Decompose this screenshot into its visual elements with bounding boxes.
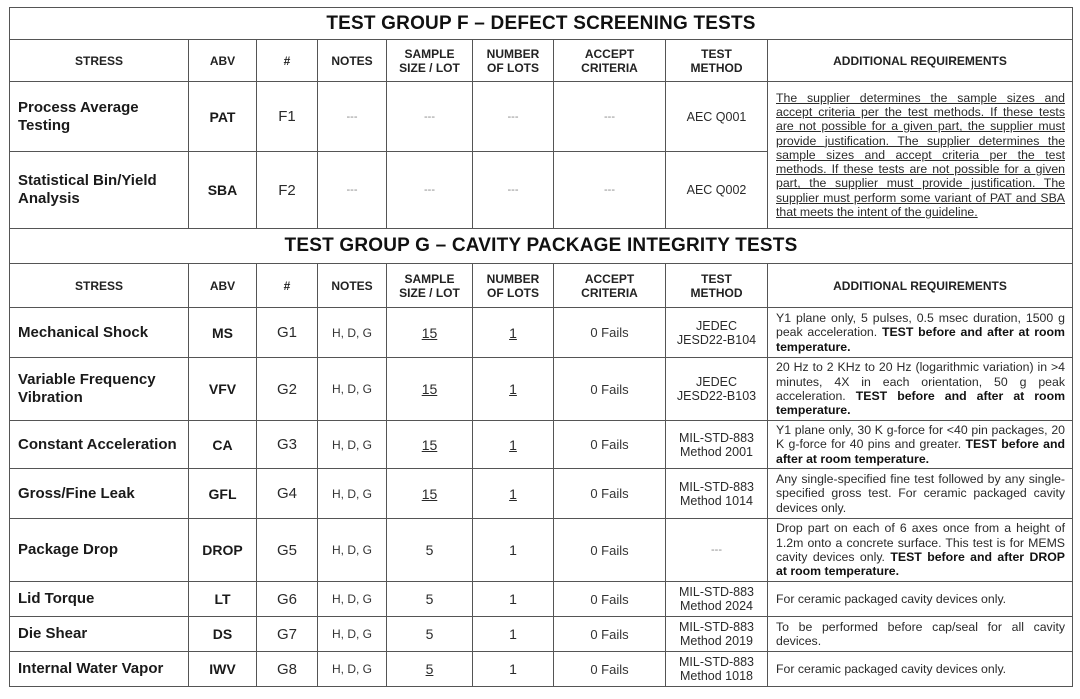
test-number-cell: G6: [257, 582, 318, 617]
number-of-lots-cell: [473, 358, 554, 421]
stress-cell: Internal Water Vapor: [10, 652, 189, 687]
test-method-cell: [666, 358, 768, 421]
stress-cell: Variable Frequency Vibration: [10, 358, 189, 421]
method-line: MIL-STD-883: [678, 430, 755, 445]
test-method-cell: AEC Q002: [666, 152, 768, 229]
header-line: OF LOTS: [487, 285, 539, 300]
number-of-lots-value: 1: [509, 661, 517, 677]
test-number-cell: G8: [257, 652, 318, 687]
group-g-title-row: [10, 229, 1073, 264]
test-method-cell: [666, 652, 768, 687]
requirement-text: For ceramic packaged cavity devices only.: [776, 591, 1007, 606]
header-line: OF LOTS: [487, 60, 539, 75]
notes-cell: H, D, G: [318, 421, 387, 469]
requirement-text: 20 Hz to 2 KHz to 20 Hz (logarithmic variation) in >4 minutes, 4X in each orientation, 50 g peak acceleration.: [776, 360, 1066, 403]
requirement-text: For ceramic packaged cavity devices only.: [776, 661, 1007, 676]
method-line: JEDEC: [696, 375, 737, 389]
abv-cell: DS: [189, 617, 257, 652]
additional-requirements-cell: [768, 582, 1073, 617]
test-number-cell: G5: [257, 519, 318, 582]
test-method-cell: [666, 308, 768, 358]
abv-cell: SBA: [189, 152, 257, 229]
header-line: TEST: [701, 271, 732, 286]
header-line: ACCEPT: [584, 46, 635, 61]
col-header-notes: NOTES: [318, 264, 387, 308]
number-of-lots-value: 1: [509, 542, 517, 558]
sample-size-value: 5: [425, 542, 434, 558]
col-header-number-of-lots: [473, 40, 554, 82]
table-row: [10, 617, 1073, 652]
sample-size-cell: [387, 421, 473, 469]
method-line: Method 2001: [680, 444, 753, 459]
requirement-emphasis: TEST before and after at room temperature.: [776, 389, 1066, 418]
col-header-abv: ABV: [189, 40, 257, 82]
col-header-number: #: [257, 40, 318, 82]
col-header-additional-requirements: ADDITIONAL REQUIREMENTS: [768, 40, 1073, 82]
abv-cell: GFL: [189, 469, 257, 519]
stress-cell: Mechanical Shock: [10, 308, 189, 358]
method-line: ---: [711, 544, 722, 556]
sample-size-value: 5: [425, 626, 434, 642]
col-header-number-of-lots: [473, 264, 554, 308]
table-row: [10, 308, 1073, 358]
number-of-lots-value: 1: [509, 324, 517, 341]
test-method-cell: [666, 617, 768, 652]
number-of-lots-cell: [473, 519, 554, 582]
requirement-text: Any single-specified fine test followed by any single-specified gross test. For ceramic packaged cavity devices only.: [776, 472, 1066, 515]
sample-size-cell: ---: [387, 82, 473, 152]
stress-cell: Process Average Testing: [10, 82, 189, 152]
col-header-additional-requirements: ADDITIONAL REQUIREMENTS: [768, 264, 1073, 308]
header-line: SAMPLE: [404, 271, 455, 286]
group-f-header-row: [10, 40, 1073, 82]
col-header-number: #: [257, 264, 318, 308]
accept-criteria-cell: 0 Fails: [554, 652, 666, 687]
sample-size-cell: [387, 519, 473, 582]
test-number-cell: F1: [257, 82, 318, 152]
accept-criteria-cell: 0 Fails: [554, 582, 666, 617]
notes-cell: H, D, G: [318, 308, 387, 358]
test-number-cell: G1: [257, 308, 318, 358]
test-method-cell: [666, 469, 768, 519]
abv-cell: PAT: [189, 82, 257, 152]
requirement-emphasis: TEST before and after at room temperature.: [776, 325, 1065, 354]
notes-cell: ---: [318, 82, 387, 152]
header-line: CRITERIA: [581, 60, 638, 75]
abv-cell: DROP: [189, 519, 257, 582]
number-of-lots-value: 1: [509, 436, 517, 453]
method-line: JESD22-B103: [676, 389, 757, 403]
sample-size-cell: [387, 582, 473, 617]
method-line: Method 1014: [680, 493, 753, 508]
stress-cell: Constant Acceleration: [10, 421, 189, 469]
number-of-lots-cell: ---: [473, 152, 554, 229]
test-method-cell: [666, 519, 768, 582]
sample-size-cell: [387, 617, 473, 652]
notes-cell: H, D, G: [318, 582, 387, 617]
stress-cell: Lid Torque: [10, 582, 189, 617]
abv-cell: VFV: [189, 358, 257, 421]
accept-criteria-cell: 0 Fails: [554, 358, 666, 421]
method-line: MIL-STD-883: [678, 620, 755, 634]
group-f-title-row: [10, 8, 1073, 40]
col-header-stress: STRESS: [10, 40, 189, 82]
method-line: Method 2019: [680, 634, 753, 648]
notes-cell: ---: [318, 152, 387, 229]
method-line: JEDEC: [696, 318, 737, 333]
accept-criteria-cell: 0 Fails: [554, 308, 666, 358]
additional-requirements-cell: [768, 421, 1073, 469]
notes-cell: H, D, G: [318, 652, 387, 687]
requirement-text: Drop part on each of 6 axes once from a height of 1.2m onto a concrete surface. This test is for MEMS cavity devices only.: [776, 521, 1066, 564]
accept-criteria-cell: ---: [554, 152, 666, 229]
requirement-text: To be performed before cap/seal for all cavity devices.: [776, 619, 1066, 648]
test-number-cell: G3: [257, 421, 318, 469]
sample-size-value: 15: [421, 381, 438, 397]
number-of-lots-cell: [473, 652, 554, 687]
col-header-notes: NOTES: [318, 40, 387, 82]
header-line: SIZE / LOT: [399, 285, 460, 300]
group-g-title: TEST GROUP G – CAVITY PACKAGE INTEGRITY TESTS: [10, 229, 1073, 264]
accept-criteria-cell: 0 Fails: [554, 469, 666, 519]
requirement-emphasis: TEST before and after at room temperature.: [776, 437, 1066, 466]
header-line: ACCEPT: [584, 271, 635, 286]
col-header-sample-size: [387, 40, 473, 82]
header-line: SAMPLE: [404, 46, 455, 61]
sample-size-cell: ---: [387, 152, 473, 229]
number-of-lots-cell: [473, 617, 554, 652]
notes-cell: H, D, G: [318, 617, 387, 652]
table-row: [10, 582, 1073, 617]
sample-size-cell: [387, 469, 473, 519]
qualification-test-table: [9, 7, 1073, 687]
number-of-lots-cell: ---: [473, 82, 554, 152]
notes-cell: H, D, G: [318, 469, 387, 519]
notes-cell: H, D, G: [318, 358, 387, 421]
additional-requirements-cell: [768, 469, 1073, 519]
test-method-cell: AEC Q001: [666, 82, 768, 152]
number-of-lots-cell: [473, 421, 554, 469]
accept-criteria-cell: 0 Fails: [554, 617, 666, 652]
test-number-cell: G2: [257, 358, 318, 421]
test-number-cell: G4: [257, 469, 318, 519]
header-line: NUMBER: [486, 271, 540, 286]
method-line: Method 1018: [680, 669, 753, 683]
stress-cell: Die Shear: [10, 617, 189, 652]
test-number-cell: G7: [257, 617, 318, 652]
sample-size-value: 5: [425, 661, 434, 677]
method-line: MIL-STD-883: [678, 479, 755, 494]
additional-requirements-cell: [768, 617, 1073, 652]
accept-criteria-cell: 0 Fails: [554, 421, 666, 469]
col-header-sample-size: [387, 264, 473, 308]
test-number-cell: F2: [257, 152, 318, 229]
test-method-cell: [666, 421, 768, 469]
group-f-title: TEST GROUP F – DEFECT SCREENING TESTS: [10, 8, 1073, 40]
method-line: Method 2024: [680, 599, 753, 613]
requirement-emphasis: TEST before and after DROP at room temperature.: [776, 550, 1066, 579]
header-line: CRITERIA: [581, 285, 638, 300]
requirement-text: Y1 plane only, 5 pulses, 0.5 msec duration, 1500 g peak acceleration.: [776, 311, 1066, 340]
table-row: [10, 358, 1073, 421]
abv-cell: IWV: [189, 652, 257, 687]
number-of-lots-value: 1: [509, 381, 517, 397]
additional-requirements-cell: [768, 652, 1073, 687]
accept-criteria-cell: ---: [554, 82, 666, 152]
number-of-lots-cell: [473, 469, 554, 519]
sample-size-cell: [387, 358, 473, 421]
col-header-accept-criteria: [554, 40, 666, 82]
table-row: [10, 421, 1073, 469]
header-line: SIZE / LOT: [399, 60, 460, 75]
col-header-abv: ABV: [189, 264, 257, 308]
method-line: MIL-STD-883: [678, 655, 755, 669]
table-row: [10, 82, 1073, 152]
group-g-header-row: [10, 264, 1073, 308]
col-header-stress: STRESS: [10, 264, 189, 308]
stress-cell: Statistical Bin/Yield Analysis: [10, 152, 189, 229]
table-row: [10, 652, 1073, 687]
sample-size-cell: [387, 308, 473, 358]
sample-size-cell: [387, 652, 473, 687]
sample-size-value: 15: [421, 324, 438, 341]
sample-size-value: 15: [421, 436, 438, 453]
col-header-test-method: [666, 40, 768, 82]
number-of-lots-cell: [473, 582, 554, 617]
stress-cell: Package Drop: [10, 519, 189, 582]
header-line: TEST: [701, 46, 732, 61]
number-of-lots-value: 1: [509, 485, 517, 502]
header-line: METHOD: [690, 285, 743, 300]
accept-criteria-cell: 0 Fails: [554, 519, 666, 582]
test-method-cell: [666, 582, 768, 617]
table-row: [10, 469, 1073, 519]
abv-cell: LT: [189, 582, 257, 617]
col-header-accept-criteria: [554, 264, 666, 308]
number-of-lots-value: 1: [509, 591, 517, 607]
stress-cell: Gross/Fine Leak: [10, 469, 189, 519]
sample-size-value: 15: [421, 485, 438, 502]
additional-requirements-cell: [768, 358, 1073, 421]
number-of-lots-value: 1: [509, 626, 517, 642]
additional-requirements-cell: [768, 519, 1073, 582]
table-row: [10, 519, 1073, 582]
header-line: METHOD: [690, 60, 743, 75]
abv-cell: CA: [189, 421, 257, 469]
number-of-lots-cell: [473, 308, 554, 358]
header-line: NUMBER: [486, 46, 540, 61]
sample-size-value: 5: [425, 591, 434, 607]
method-line: JESD22-B104: [676, 332, 757, 347]
method-line: MIL-STD-883: [678, 585, 755, 599]
abv-cell: MS: [189, 308, 257, 358]
additional-requirements-cell: The supplier determines the sample sizes and accept criteria per the test methods. If these tests are not possible for a given part, the supplier must provide justification. The supplier determines the sample sizes and accept criteria per the test methods. If these tests are not possible for a given part, the supplier must provide justification. The supplier must perform some variant of PAT and SBA that meets the intent of the guideline.: [768, 82, 1073, 229]
col-header-test-method: [666, 264, 768, 308]
notes-cell: H, D, G: [318, 519, 387, 582]
additional-requirements-cell: [768, 308, 1073, 358]
requirement-text: Y1 plane only, 30 K g-force for <40 pin packages, 20 K g-force for 40 pins and greater.: [776, 423, 1066, 452]
